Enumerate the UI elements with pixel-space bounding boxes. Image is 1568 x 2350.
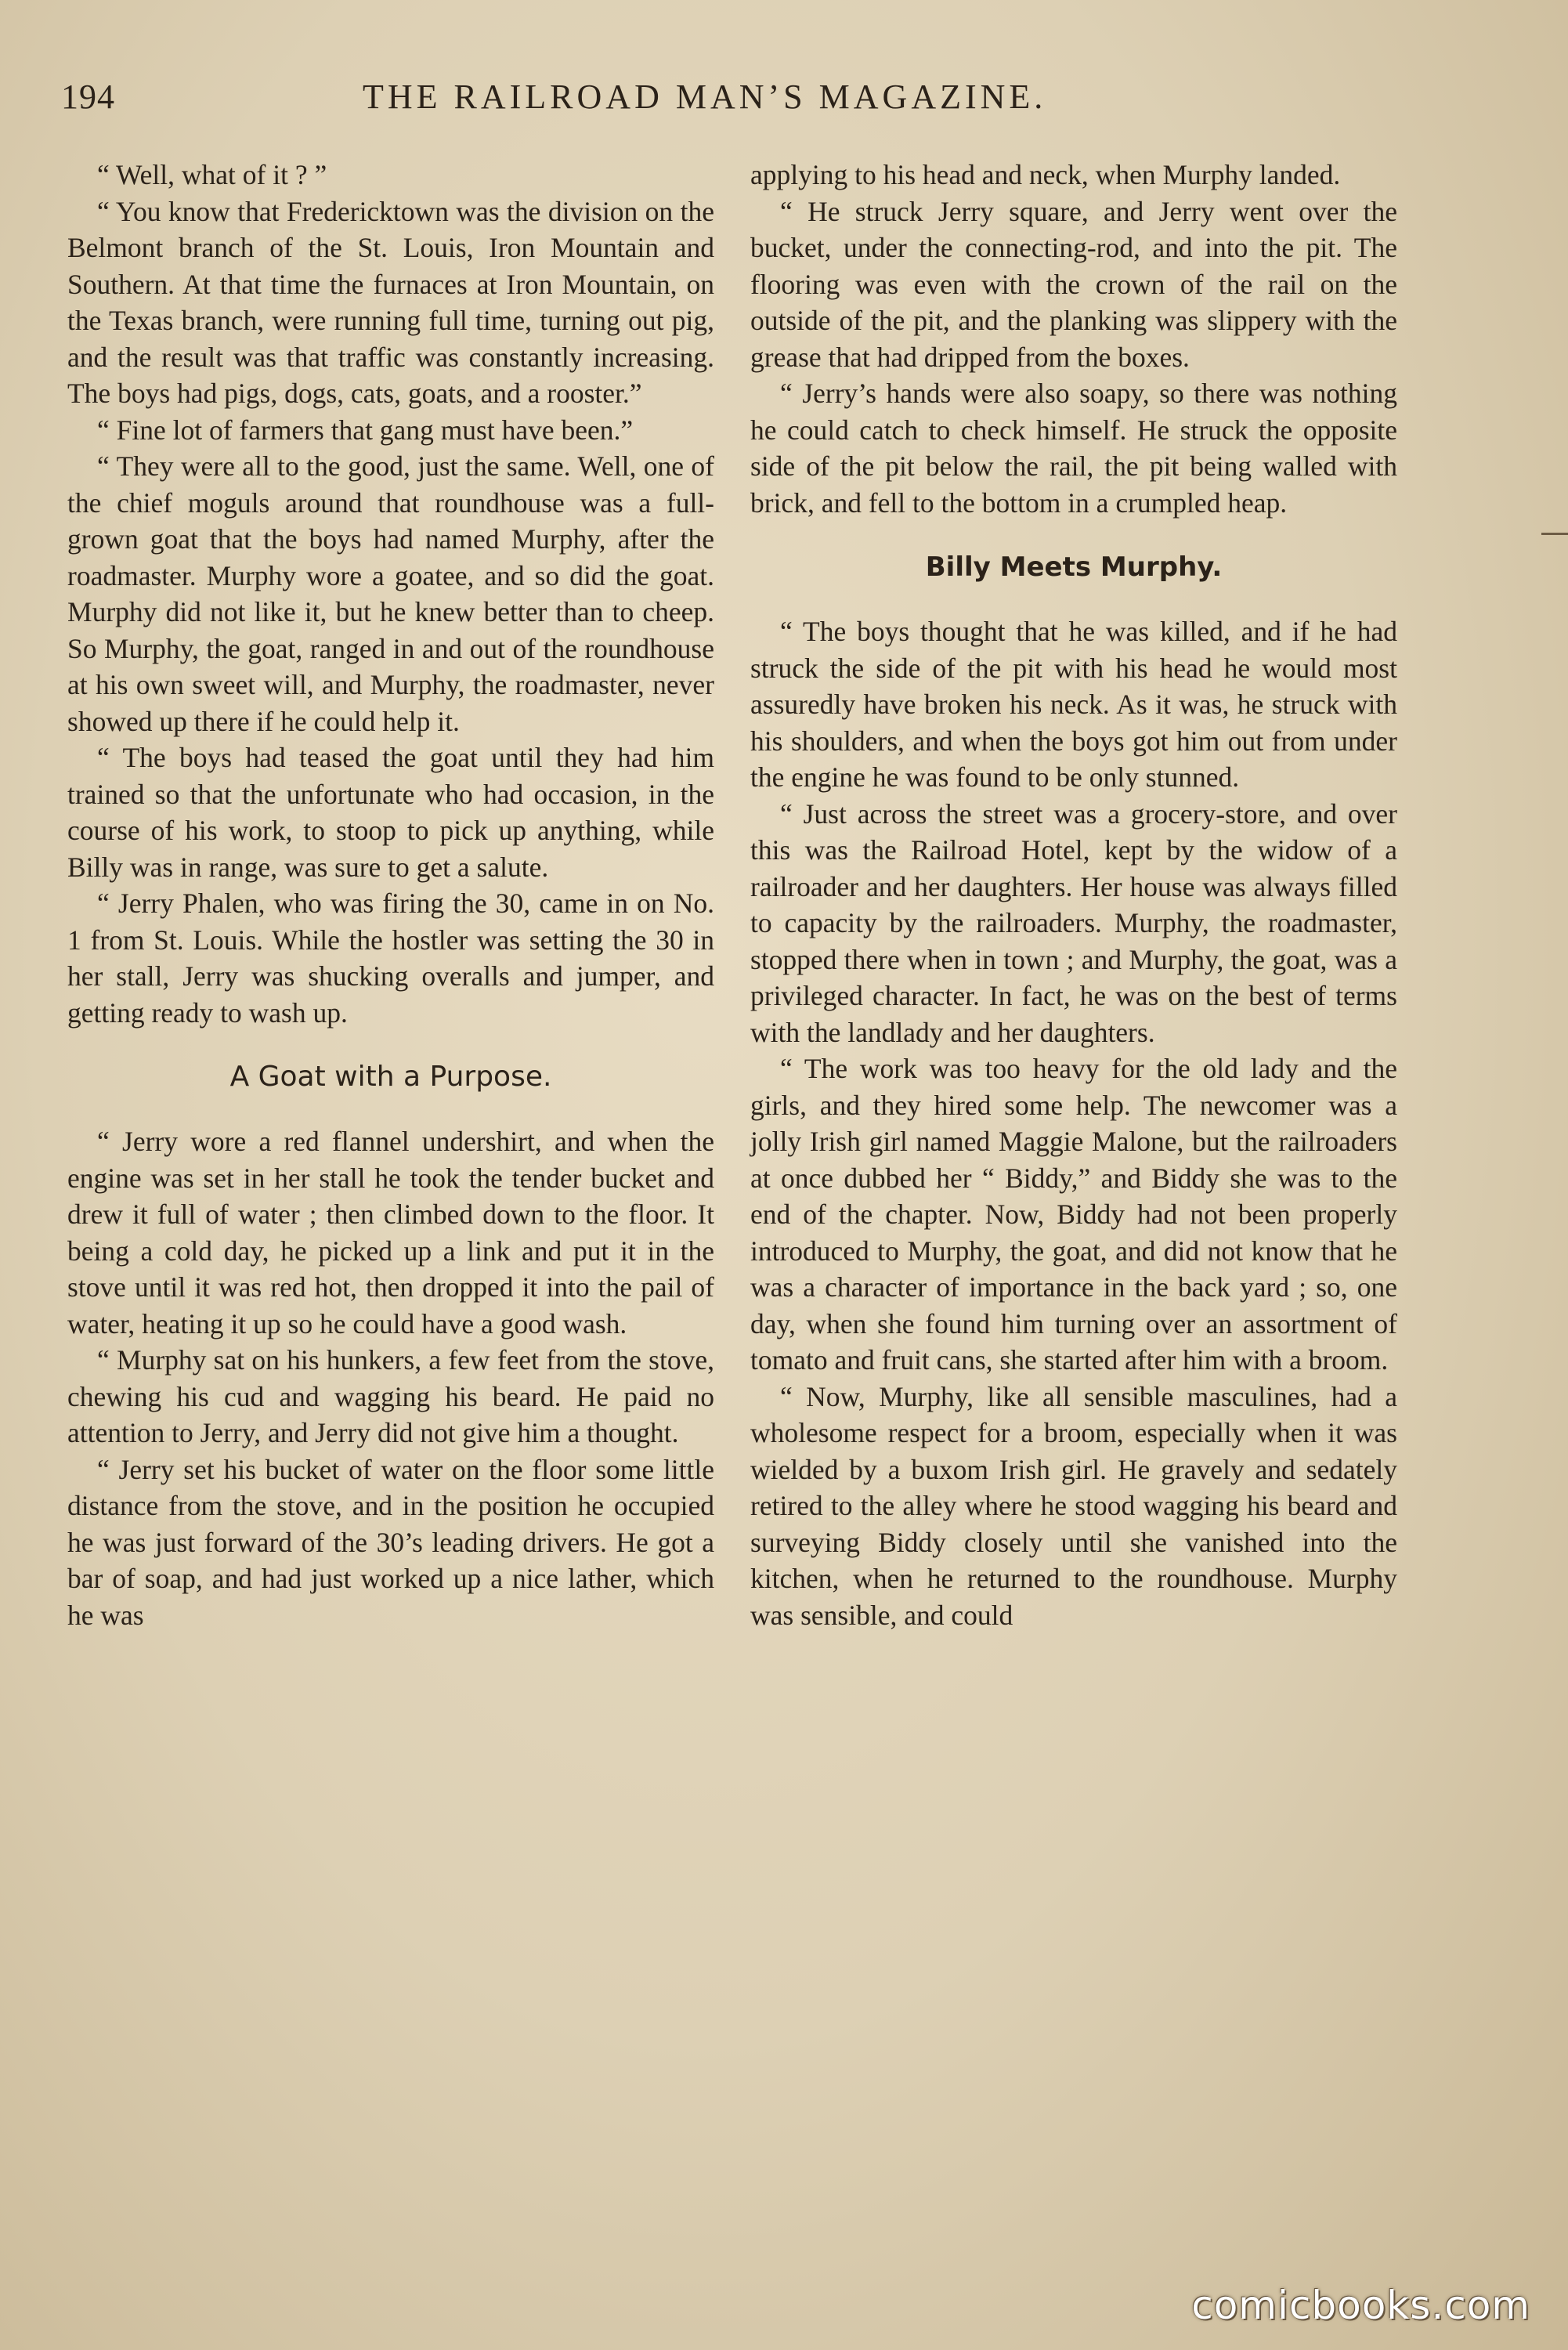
paragraph: “ He struck Jerry square, and Jerry went over the bucket, under the connecting-rod, and into the pit. The flooring was even with the crown of the rail on the outside of the pit, and the planking was slippery with the grease that had dripped from the boxes. <box>750 195 1397 373</box>
right-column <box>750 157 1397 1633</box>
watermark: comicbooks.com <box>1191 2283 1530 2328</box>
paragraph: “ Just across the street was a grocery-store, and over this was the Railroad Hotel, kept by the widow of a railroader and her daughters. Her house was always filled to capacity by the railroaders. Murphy, the roadmaster, stopped there when in town ; and Murphy, the goat, was a privileged character. In fact, he was on the best of terms with the landlady and her daughters. <box>750 797 1397 1048</box>
section-heading: A Goat with a Purpose. <box>229 1061 552 1093</box>
left-column <box>67 157 714 1633</box>
page-header <box>61 77 1490 124</box>
paragraph: “ Jerry wore a red flannel undershirt, and when the engine was set in her stall he took the tender bucket and drew it full of water ; then climbed down to the floor. It being a cold day, he picked up a link and put it in the stove until it was red hot, then dropped it into the pail of water, heating it up so he could have a good wash. <box>67 1126 714 1340</box>
paragraph-continued: applying to his head and neck, when Murphy landed. <box>750 159 1341 190</box>
paragraph: “ Fine lot of farmers that gang must have been.” <box>97 414 634 446</box>
page-edge-mark <box>1541 533 1568 535</box>
paragraph: “ Well, what of it ? ” <box>97 159 327 190</box>
paragraph: “ Jerry Phalen, who was firing the 30, came in on No. 1 from St. Louis. While the hostler was setting the 30 in her stall, Jerry was shucking overalls and jumper, and getting ready to wash up. <box>67 888 714 1029</box>
section-heading: Billy Meets Murphy. <box>925 551 1223 583</box>
paragraph: “ Murphy sat on his hunkers, a few feet from the stove, chewing his cud and wagging his beard. He paid no attention to Jerry, and Jerry did not give him a thought. <box>67 1344 714 1448</box>
running-title: THE RAILROAD MAN’S MAGAZINE. <box>363 78 1047 116</box>
paragraph: “ Jerry’s hands were also soapy, so there was nothing he could catch to check himself. He struck the opposite side of the pit below the rail, the pit being walled with brick, and fell to the bottom in a crumpled heap. <box>750 378 1397 519</box>
paragraph: “ You know that Fredericktown was the division on the Belmont branch of the St. Louis, Iron Mountain and Southern. At that time the furnaces at Iron Mountain, on the Texas branch, were running full time, turning out pig, and the result was that traffic was constantly increasing. The boys had pigs, dogs, cats, goats, and a rooster.” <box>67 195 714 409</box>
paragraph: “ They were all to the good, just the same. Well, one of the chief moguls around that roundhouse was a full-grown goat that the boys had named Murphy, after the roadmaster. Murphy wore a goatee, and so did the goat. Murphy did not like it, but he knew better than to cheep. So Murphy, the goat, ranged in and out of the roundhouse at his own sweet will, and Murphy, the roadmaster, never showed up there if he could help it. <box>67 450 714 737</box>
paragraph: “ Now, Murphy, like all sensible masculines, had a wholesome respect for a broom, especially when it was wielded by a buxom Irish girl. He gravely and sedately retired to the alley where he stood wagging his beard and surveying Biddy closely until she vanished into the kitchen, when he returned to the roundhouse. Murphy was sensible, and could <box>750 1380 1397 1631</box>
paragraph: “ Jerry set his bucket of water on the floor some little distance from the stove, and in the position he occupied he was just forward of the 30’s leading drivers. He got a bar of soap, and had just worked up a nice lather, which he was <box>67 1453 714 1631</box>
paragraph: “ The boys had teased the goat until they had him trained so that the unfortunate who had occasion, in the course of his work, to stoop to pick up anything, while Billy was in range, was sure to get a salute. <box>67 742 714 883</box>
page-number: 194 <box>61 78 115 116</box>
paragraph: “ The work was too heavy for the old lady and the girls, and they hired some help. The newcomer was a jolly Irish girl named Maggie Malone, but the railroaders at once dubbed her “ Biddy,” and Biddy she was to the end of the chapter. Now, Biddy had not been properly introduced to Murphy, the goat, and did not know that he was a character of importance in the back yard ; so, one day, when she found him turning over an assortment of tomato and fruit cans, she started after him with a broom. <box>750 1053 1397 1376</box>
paragraph: “ The boys thought that he was killed, and if he had struck the side of the pit with his head he would most assuredly have broken his neck. As it was, he struck with his shoulders, and when the boys got him out from under the engine he was found to be only stunned. <box>750 616 1397 793</box>
